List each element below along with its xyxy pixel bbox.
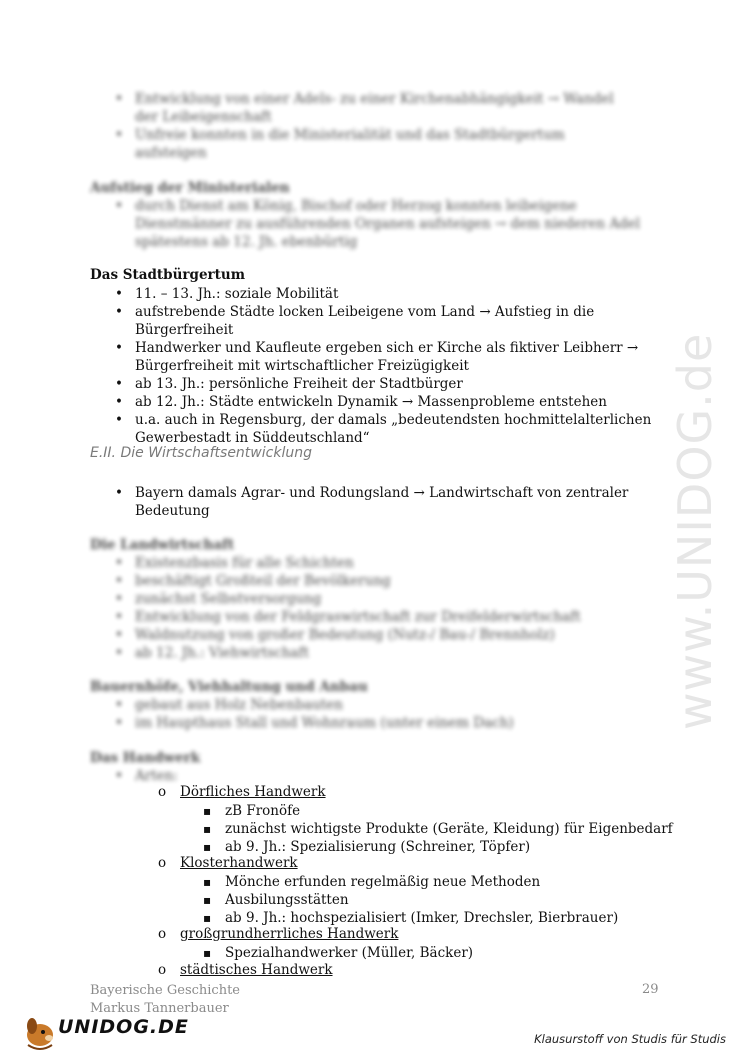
page-number: 29	[642, 982, 659, 997]
list-item: ▪ ab 9. Jh.: hochspezialisiert (Imker, Drechsler, Bierbrauer)	[200, 909, 618, 927]
stadtbuergertum-list	[90, 285, 680, 447]
doerflich-list	[200, 802, 673, 856]
list-item: ▪ Ausbilungsstätten	[200, 891, 618, 909]
list-item: • Entwicklung von der Feldgraswirtschaft zur Dreifelderwirtschaft	[90, 608, 650, 626]
list-item: ▪ ab 9. Jh.: Spezialisierung (Schreiner, Töpfer)	[200, 838, 673, 856]
list-item: • im Haupthaus Stall und Wohnraum (unter einem Dach)	[90, 714, 610, 732]
list-item: • Bayern damals Agrar- und Rodungsland → Landwirtschaft von zentraler Bedeutung	[90, 484, 630, 520]
list-item: • Waldnutzung von großer Bedeutung (Nutz-/ Bau-/ Brennholz)	[90, 626, 650, 644]
ministerialen-list	[90, 197, 670, 251]
wirtschaft-list	[90, 484, 630, 520]
section-heading-wirtschaft: E.II. Die Wirtschaftsentwicklung	[90, 445, 312, 461]
handwerk-group-grossgrund	[158, 926, 398, 942]
group-label: Dörfliches Handwerk	[180, 784, 326, 800]
list-item: • Unfreie konnten in die Ministerialität und das Stadtbürgertum aufsteigen	[90, 126, 630, 162]
list-item: • Handwerker und Kaufleute ergeben sich er Kirche als fiktiver Leibherr → Bürgerfreiheit mit wirtschaftlicher Freizügigkeit	[90, 339, 680, 375]
handwerk-group-kloster	[158, 855, 298, 871]
list-item: • ab 13. Jh.: persönliche Freiheit der Stadtbürger	[90, 375, 680, 393]
kloster-list	[200, 873, 618, 927]
list-item: ▪ zunächst wichtigste Produkte (Geräte, Kleidung) für Eigenbedarf	[200, 820, 673, 838]
section-title-ministerialen: Aufstieg der Ministerialen	[90, 180, 290, 196]
list-item: • gebaut aus Holz Nebenbauten	[90, 696, 610, 714]
bauernhoefe-list	[90, 696, 610, 732]
group-label: städtisches Handwerk	[180, 962, 333, 978]
section-title-bauernhoefe: Bauernhöfe, Viehhaltung und Anbau	[90, 679, 368, 695]
section-title-handwerk: Das Handwerk	[90, 750, 201, 766]
group-label: Klosterhandwerk	[180, 855, 298, 871]
list-item: ▪ Mönche erfunden regelmäßig neue Methoden	[200, 873, 618, 891]
footer-course: Bayerische Geschichte	[90, 983, 240, 998]
list-item: ▪ zB Fronöfe	[200, 802, 673, 820]
list-item: • zunächst Selbstversorgung	[90, 590, 650, 608]
list-item: • ab 12. Jh.: Städte entwickeln Dynamik → Massenprobleme entstehen	[90, 393, 680, 411]
watermark	[633, 280, 743, 730]
section-title-stadtbuergertum: Das Stadtbürgertum	[90, 267, 246, 283]
logo-text: UNIDOG.DE	[58, 1016, 189, 1038]
list-item: ▪ Spezialhandwerker (Müller, Bäcker)	[200, 944, 473, 962]
footer-author: Markus Tannerbauer	[90, 1001, 229, 1016]
handwerk-arten	[90, 767, 178, 785]
landwirtschaft-list	[90, 554, 650, 662]
grossgrund-list	[200, 944, 473, 962]
list-item: • beschäftigt Großteil der Bevölkerung	[90, 572, 650, 590]
list-item: • Existenzbasis für alle Schichten	[90, 554, 650, 572]
handwerk-group-staedtisch	[158, 962, 333, 978]
list-item: • aufstrebende Städte locken Leibeigene vom Land → Aufstieg in die Bürgerfreiheit	[90, 303, 680, 339]
group-label: großgrundherrliches Handwerk	[180, 926, 399, 942]
circle-bullet-icon: o	[158, 855, 167, 871]
tagline: Klausurstoff von Studis für Studis	[534, 1032, 726, 1046]
circle-bullet-icon: o	[158, 784, 167, 800]
blurred-top-list	[90, 90, 630, 162]
list-item: • Arten:	[90, 767, 178, 785]
watermark-text: www.UNIDOG.de	[668, 332, 722, 730]
section-title-landwirtschaft: Die Landwirtschaft	[90, 537, 235, 553]
circle-bullet-icon: o	[158, 962, 167, 978]
list-item: • durch Dienst am König, Bischof oder Herzog konnten leibeigene Dienstmänner zu ausführenden Organen aufsteigen → dem niederen Adel spätestens ab 12. Jh. ebenbürtig	[90, 197, 670, 251]
list-item: • Entwicklung von einer Adels- zu einer Kirchenabhängigkeit → Wandel der Leibeigenschaft	[90, 90, 630, 126]
circle-bullet-icon: o	[158, 926, 167, 942]
list-item: • u.a. auch in Regensburg, der damals „bedeutendsten hochmittelalterlichen Gewerbestadt in Süddeutschland“	[90, 411, 680, 447]
list-item: • ab 12. Jh.: Viehwirtschaft	[90, 644, 650, 662]
handwerk-group-doerflich	[158, 784, 326, 800]
list-item: • 11. – 13. Jh.: soziale Mobilität	[90, 285, 680, 303]
